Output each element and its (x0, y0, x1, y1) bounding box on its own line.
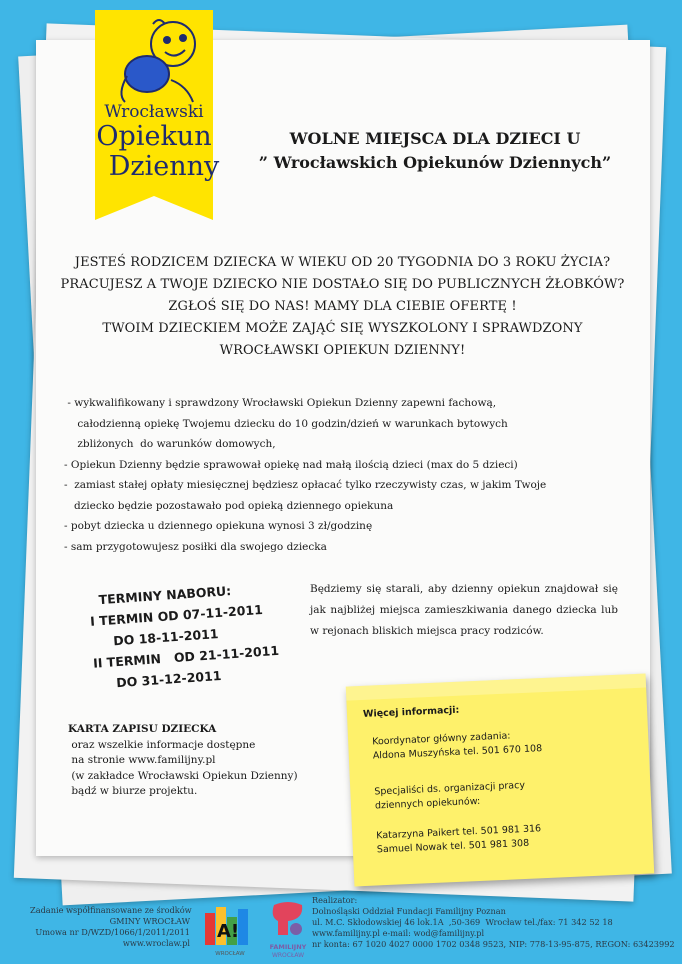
question-line: PRACUJESZ A TWOJE DZIECKO NIE DOSTAŁO SIĘ DO PUBLICZNYCH ŻŁOBKÓW? (60, 277, 625, 292)
terms-line: I TERMIN OD 07-11-2011 (89, 601, 264, 629)
footer (0, 895, 682, 964)
list-item: - zamiast stałej opłaty miesięcznej będziesz opłacać tylko rzeczywisty czas, w jakim Twoje (64, 479, 547, 491)
wroclaw-city-logo (203, 903, 257, 959)
footer-line: GMINY WROCŁAW (109, 916, 190, 926)
sticky-title: Więcej informacji: (362, 704, 460, 720)
familijny-wroclaw-logo (268, 899, 308, 961)
intent-paragraph: Będziemy się starali, aby dzienny opiekun znajdował się jak najbliżej miejsca zamieszkiwania danego dziecka lub w rejonach bliskich miejsca pracy rodziców. (310, 583, 618, 637)
coordinator-block (372, 724, 643, 764)
registration-card-line: (w zakładce Wrocławski Opiekun Dzienny) (68, 769, 298, 782)
list-item: zbliżonych do warunków domowych, (64, 438, 276, 450)
footer-line: nr konta: 67 1020 4027 0000 1702 0348 9523, NIP: 778-13-95-875, REGON: 63423992 (312, 939, 675, 949)
list-item: - pobyt dziecka u dziennego opiekuna wynosi 3 zł/godzinę (64, 520, 373, 532)
terms-title: TERMINY NABORU: (98, 583, 232, 608)
footer-line: Umowa nr D/WZD/1066/1/2011/2011 (35, 927, 190, 937)
headline-line-2: ” Wrocławskich Opiekunów Dziennych” (258, 153, 612, 172)
familijny-logo-line-2: WROCŁAW (271, 952, 305, 959)
registration-card-line: bądź w biurze projektu. (68, 785, 198, 797)
baby-illustration-icon (113, 16, 203, 104)
specialist-contact: Samuel Nowak tel. 501 981 308 (376, 837, 530, 856)
registration-card-line: oraz wszelkie informacje dostępne (68, 738, 256, 751)
footer-line: ul. M.C. Skłodowskiej 46 lok.1A ,50-369 Wrocław tel./fax: 71 342 52 18 (312, 917, 613, 927)
footer-line: Realizator: (312, 895, 358, 905)
footer-line: www.wroclaw.pl (122, 938, 190, 948)
footer-line: www.familijny.pl e-mail: wod@familijny.pl (312, 928, 485, 938)
specialist-contact: Katarzyna Paikert tel. 501 981 316 (376, 823, 542, 842)
registration-card-info (68, 722, 308, 800)
terms-line: DO 18-11-2011 (91, 626, 219, 650)
list-item: - Opiekun Dzienny będzie sprawował opiekę nad małą ilością dzieci (max do 5 dzieci) (64, 458, 518, 471)
question-line: TWOIM DZIECKIEM MOŻE ZAJĄĆ SIĘ WYSZKOLONY I SPRAWDZONY (102, 321, 583, 336)
logo-line-1: Wrocławski (104, 102, 204, 122)
terms-line: DO 31-12-2011 (94, 667, 222, 692)
question-line: ZGŁOŚ SIĘ DO NAS! MAMY DLA CIEBIE OFERTĘ ! (168, 299, 517, 314)
coordinator-contact: Aldona Muszyńska tel. 501 670 108 (372, 743, 543, 762)
logo-line-2: Opiekun (96, 121, 212, 152)
question-line: JESTEŚ RODZICEM DZIECKA W WIEKU OD 20 TYGODNIA DO 3 ROKU ŻYCIA? (74, 255, 611, 270)
coordinator-label: Koordynator główny zadania: (371, 730, 511, 748)
enrollment-terms (88, 575, 315, 695)
organizer-info (312, 895, 682, 950)
specialists-label: Specjaliści ds. organizacji pracy (374, 779, 526, 798)
logo-ribbon-tail (95, 188, 213, 220)
wroclaw-logo-text: WROCŁAW (215, 951, 245, 957)
registration-card-title: KARTA ZAPISU DZIECKA (68, 723, 217, 735)
terms-line: II TERMIN OD 21-11-2011 (92, 642, 280, 671)
question-line: WROCŁAWSKI OPIEKUN DZIENNY! (219, 343, 466, 358)
footer-line: Zadanie współfinansowane ze środków (30, 905, 192, 915)
familijny-logo-line-1: FAMILIJNY (269, 943, 307, 951)
headline-line-1: WOLNE MIEJSCA DLA DZIECI U (289, 129, 581, 148)
list-item: dziecko będzie pozostawało pod opieką dziennego opiekuna (64, 499, 394, 512)
specialists-label: dziennych opiekunów: (374, 795, 481, 812)
specialists-contacts (376, 818, 647, 858)
question-block (50, 252, 635, 362)
headline (250, 127, 620, 175)
specialists-block (374, 774, 645, 814)
contact-sticky-note (346, 674, 654, 887)
logo-line-3: Dzienny (108, 151, 220, 182)
registration-card-line: na stronie www.familijny.pl (68, 754, 216, 766)
list-item: - wykwalifikowany i sprawdzony Wrocławski Opiekun Dzienny zapewni fachową, (64, 397, 497, 409)
benefits-list (64, 393, 624, 557)
list-item: - sam przygotowujesz posiłki dla swojego dziecka (64, 540, 327, 553)
svg-text:A!: A! (217, 921, 240, 942)
cofinancing-info (30, 905, 190, 949)
list-item: całodzienną opiekę Twojemu dziecku do 10 godzin/dzień w warunkach bytowych (64, 417, 508, 430)
footer-line: Dolnośląski Oddział Fundacji Familijny Poznan (312, 906, 506, 916)
logo (95, 10, 220, 188)
